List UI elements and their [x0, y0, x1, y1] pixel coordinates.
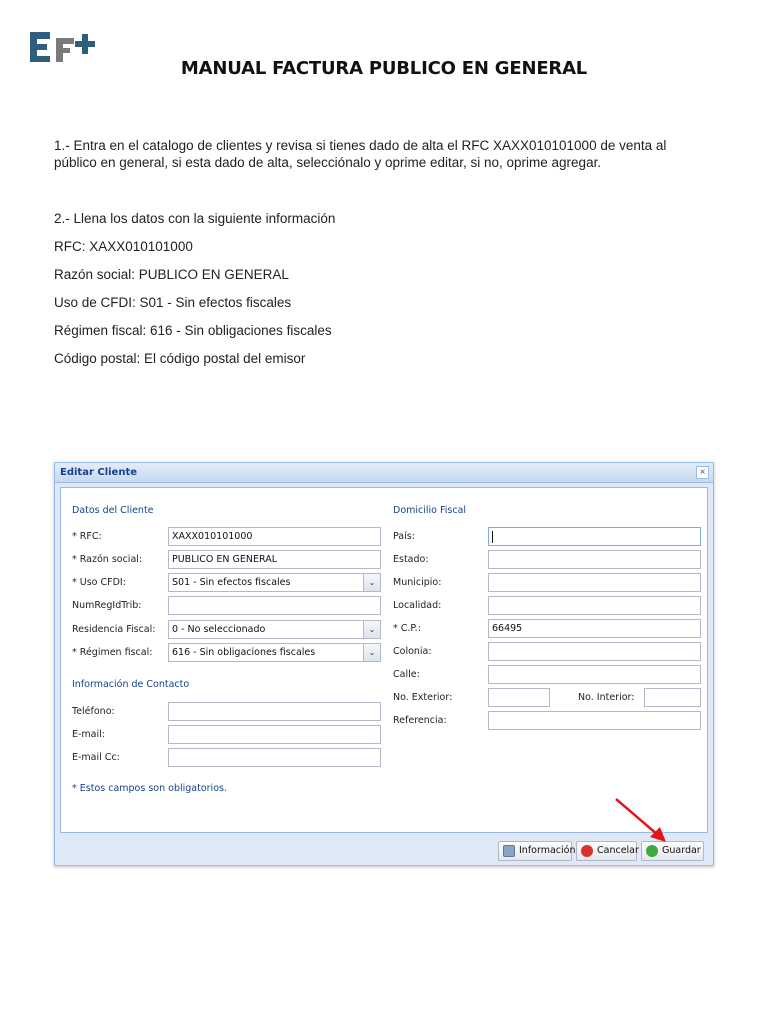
contact-card-icon: [503, 845, 515, 857]
section-datos-cliente: Datos del Cliente: [72, 505, 154, 516]
pais-input[interactable]: [488, 527, 701, 546]
no-exterior-input[interactable]: [488, 688, 550, 707]
cancel-button-label: Cancelar: [597, 845, 639, 856]
step-2-line: RFC: XAXX010101000: [54, 239, 193, 254]
email-input[interactable]: [168, 725, 381, 744]
cancel-icon: [581, 845, 593, 857]
email-label: E-mail:: [72, 729, 105, 740]
text-cursor: [492, 531, 493, 543]
required-fields-note: * Estos campos son obligatorios.: [72, 783, 227, 794]
colonia-input[interactable]: [488, 642, 701, 661]
localidad-label: Localidad:: [393, 600, 442, 611]
telefono-label: Teléfono:: [72, 706, 115, 717]
razon-social-input[interactable]: PUBLICO EN GENERAL: [168, 550, 381, 569]
rfc-input[interactable]: XAXX010101000: [168, 527, 381, 546]
step-2-line: Uso de CFDI: S01 - Sin efectos fiscales: [54, 295, 292, 310]
step-2-line: Razón social: PUBLICO EN GENERAL: [54, 267, 289, 282]
cp-label: * C.P.:: [393, 623, 421, 634]
dialog-title: Editar Cliente: [60, 467, 138, 478]
section-informacion-contacto: Información de Contacto: [72, 679, 190, 690]
uso-cfdi-label: * Uso CFDI:: [72, 577, 126, 588]
check-icon: [646, 845, 658, 857]
chevron-down-icon[interactable]: ⌄: [363, 574, 380, 591]
step-2-line: Código postal: El código postal del emisor: [54, 351, 306, 366]
no-exterior-label: No. Exterior:: [393, 692, 453, 703]
estado-label: Estado:: [393, 554, 429, 565]
residencia-fiscal-value: 0 - No seleccionado: [172, 624, 266, 635]
section-domicilio-fiscal: Domicilio Fiscal: [393, 505, 467, 516]
uso-cfdi-select[interactable]: [168, 573, 381, 592]
calle-label: Calle:: [393, 669, 420, 680]
step-2-line: Régimen fiscal: 616 - Sin obligaciones fiscales: [54, 323, 332, 338]
email-cc-input[interactable]: [168, 748, 381, 767]
telefono-input[interactable]: [168, 702, 381, 721]
dialog-header: [55, 463, 713, 483]
dialog-body: [60, 487, 708, 833]
residencia-fiscal-label: Residencia Fiscal:: [72, 624, 156, 635]
cp-input[interactable]: 66495: [488, 619, 701, 638]
municipio-label: Municipio:: [393, 577, 442, 588]
close-icon[interactable]: ×: [696, 466, 709, 479]
email-cc-label: E-mail Cc:: [72, 752, 120, 763]
regimen-fiscal-value: 616 - Sin obligaciones fiscales: [172, 647, 316, 658]
calle-input[interactable]: [488, 665, 701, 684]
regimen-fiscal-label: * Régimen fiscal:: [72, 647, 153, 658]
page-title: MANUAL FACTURA PUBLICO EN GENERAL: [180, 58, 588, 79]
step-1-text: 1.- Entra en el catalogo de clientes y revisa si tienes dado de alta el RFC XAXX010101000 de venta al público en general, si esta dado de alta, selecciónalo y oprime editar, si no, oprime agregar.: [54, 138, 667, 170]
no-interior-input[interactable]: [644, 688, 701, 707]
uso-cfdi-value: S01 - Sin efectos fiscales: [172, 577, 291, 588]
regimen-fiscal-select[interactable]: [168, 643, 381, 662]
informacion-button[interactable]: [498, 841, 576, 861]
pais-label: País:: [393, 531, 415, 542]
razon-social-label: * Razón social:: [72, 554, 143, 565]
localidad-input[interactable]: [488, 596, 701, 615]
step-2-heading: 2.- Llena los datos con la siguiente información: [54, 211, 336, 226]
referencia-input[interactable]: [488, 711, 701, 730]
no-interior-label: No. Interior:: [578, 692, 635, 703]
residencia-fiscal-select[interactable]: [168, 620, 381, 639]
colonia-label: Colonia:: [393, 646, 432, 657]
informacion-button-label: Información: [519, 845, 576, 856]
numregidtrib-label: NumRegIdTrib:: [72, 600, 142, 611]
rfc-label: * RFC:: [72, 531, 102, 542]
chevron-down-icon[interactable]: ⌄: [363, 644, 380, 661]
numregidtrib-input[interactable]: [168, 596, 381, 615]
red-arrow-annotation: [612, 795, 672, 845]
save-button-label: Guardar: [662, 845, 701, 856]
estado-input[interactable]: [488, 550, 701, 569]
chevron-down-icon[interactable]: ⌄: [363, 621, 380, 638]
municipio-input[interactable]: [488, 573, 701, 592]
referencia-label: Referencia:: [393, 715, 447, 726]
